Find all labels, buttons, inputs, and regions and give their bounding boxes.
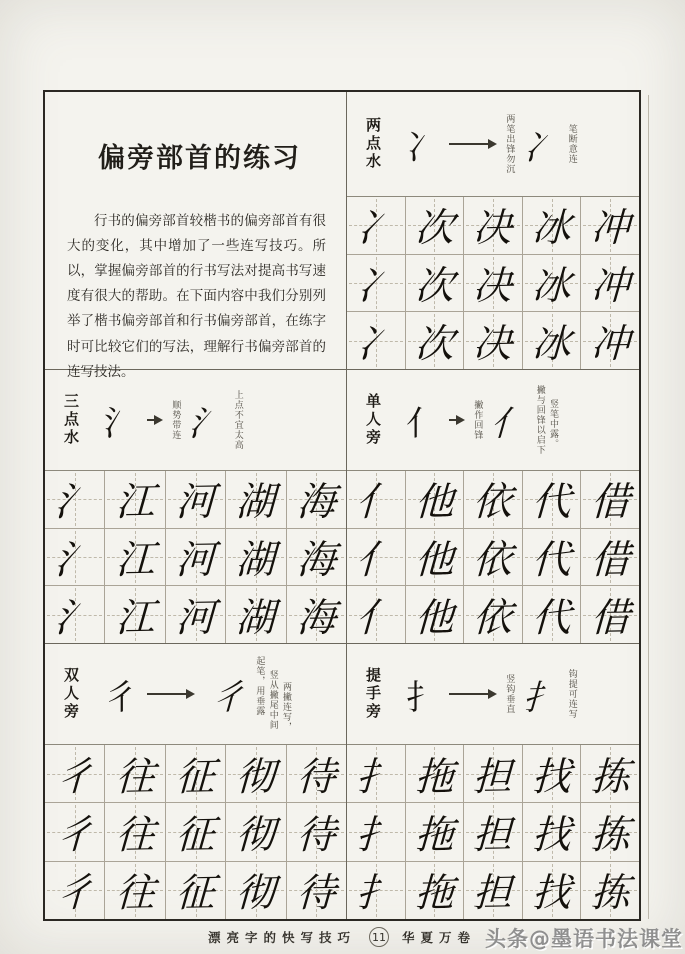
annotations-before bbox=[170, 400, 180, 440]
practice-cell bbox=[523, 312, 582, 369]
practice-row bbox=[45, 586, 346, 643]
practice-cell bbox=[464, 255, 523, 312]
practice-cell bbox=[464, 529, 523, 586]
handwritten-char: 找 bbox=[531, 870, 572, 917]
practice-row bbox=[45, 529, 346, 587]
annotations-after bbox=[566, 124, 576, 164]
model-strip bbox=[390, 114, 639, 174]
practice-cell bbox=[581, 197, 639, 254]
radical-label: 三点水 bbox=[62, 393, 80, 447]
watermark: 头条@墨语书法课堂 bbox=[485, 927, 683, 951]
handwritten-char: 代 bbox=[531, 595, 572, 642]
annotation-column: 起笔，用垂露 bbox=[254, 656, 265, 716]
practice-cell bbox=[105, 745, 165, 802]
handwritten-char: 依 bbox=[472, 537, 514, 584]
annotation-column: 撇作回锋 bbox=[472, 400, 483, 440]
practice-cell bbox=[347, 586, 406, 643]
practice-cell bbox=[406, 471, 465, 528]
practice-row bbox=[347, 529, 639, 587]
handwritten-char: 亻 bbox=[355, 537, 396, 584]
handwritten-char: 扌 bbox=[355, 812, 396, 859]
practice-cell bbox=[523, 255, 582, 312]
handwritten-char: 彳 bbox=[54, 812, 95, 859]
practice-cell bbox=[287, 803, 346, 860]
section-double-person bbox=[45, 644, 347, 919]
practice-cell bbox=[45, 529, 105, 586]
section-header bbox=[347, 92, 639, 196]
model-strip bbox=[390, 669, 639, 719]
annotation-column: 钩提可连写 bbox=[566, 669, 577, 719]
annotation-column: 上点不宜太高 bbox=[232, 390, 243, 450]
handwritten-char: 次 bbox=[413, 321, 455, 368]
handwritten-char: 冫 bbox=[355, 263, 396, 310]
handwritten-char: 河 bbox=[175, 537, 216, 584]
practice-row bbox=[347, 312, 639, 369]
radical-label: 提手旁 bbox=[364, 667, 382, 721]
handwritten-char: 次 bbox=[413, 263, 455, 310]
practice-cell bbox=[45, 471, 105, 528]
practice-grid bbox=[45, 744, 346, 919]
handwritten-char: 彻 bbox=[235, 754, 277, 800]
section-hand-radical bbox=[347, 644, 639, 919]
intro-panel bbox=[45, 92, 347, 380]
handwritten-char: 彻 bbox=[235, 812, 277, 859]
practice-row bbox=[347, 255, 639, 313]
handwritten-char: 海 bbox=[295, 595, 337, 642]
practice-cell bbox=[523, 745, 582, 802]
xingshu-sample: 亻 bbox=[490, 402, 526, 445]
practice-cell bbox=[347, 529, 406, 586]
handwritten-char: 代 bbox=[531, 479, 572, 526]
practice-cell bbox=[287, 586, 346, 643]
practice-cell bbox=[287, 529, 346, 586]
handwritten-char: 拣 bbox=[589, 754, 631, 800]
handwritten-char: 氵 bbox=[54, 479, 95, 526]
practice-cell bbox=[581, 529, 639, 586]
kaishu-sample: 氵 bbox=[104, 403, 138, 444]
handwritten-char: 依 bbox=[472, 595, 514, 642]
practice-cell bbox=[464, 197, 523, 254]
practice-cell bbox=[287, 471, 346, 528]
kaishu-sample: 亻 bbox=[406, 403, 440, 444]
handwritten-char: 待 bbox=[295, 870, 337, 917]
model-strip bbox=[88, 656, 346, 732]
practice-cell bbox=[581, 803, 639, 860]
handwritten-char: 拖 bbox=[413, 754, 455, 800]
section-header bbox=[45, 370, 346, 470]
handwritten-char: 征 bbox=[175, 812, 216, 859]
handwritten-char: 他 bbox=[413, 595, 455, 642]
practice-cell bbox=[406, 312, 465, 369]
annotation-column: 竖钩垂直 bbox=[504, 674, 515, 714]
handwritten-char: 湖 bbox=[235, 537, 277, 584]
practice-cell bbox=[226, 745, 286, 802]
practice-cell bbox=[523, 803, 582, 860]
model-strip bbox=[88, 390, 346, 450]
practice-cell bbox=[166, 471, 226, 528]
handwritten-char: 拖 bbox=[413, 870, 455, 917]
handwritten-char: 河 bbox=[175, 479, 216, 526]
practice-cell bbox=[347, 803, 406, 860]
practice-cell bbox=[105, 586, 165, 643]
handwritten-char: 冰 bbox=[531, 205, 572, 252]
practice-cell bbox=[523, 529, 582, 586]
practice-cell bbox=[581, 745, 639, 802]
practice-cell bbox=[464, 745, 523, 802]
intro-paragraph: 行书的偏旁部首较楷书的偏旁部首有很大的变化，其中增加了一些连写技巧。所以，掌握偏旁部首的行书写法对提高书写速度有很大的帮助。在下面内容中我们分别列举了楷书偏旁部首和行书偏旁部首，在练字时可比较它们的写法，理解行书偏旁部首的连写技法。 bbox=[67, 213, 326, 380]
section-header bbox=[347, 370, 639, 470]
section-single-person bbox=[347, 370, 639, 644]
handwritten-char: 往 bbox=[114, 812, 156, 859]
handwritten-char: 往 bbox=[114, 754, 156, 800]
kaishu-sample: 彳 bbox=[104, 677, 138, 718]
practice-cell bbox=[347, 312, 406, 369]
practice-cell bbox=[581, 471, 639, 528]
radical-label: 双人旁 bbox=[62, 667, 80, 721]
practice-cell bbox=[581, 862, 639, 919]
practice-cell bbox=[464, 586, 523, 643]
handwritten-char: 湖 bbox=[235, 595, 277, 642]
practice-cell bbox=[226, 471, 286, 528]
handwritten-char: 他 bbox=[413, 537, 455, 584]
practice-cell bbox=[347, 197, 406, 254]
practice-cell bbox=[45, 803, 105, 860]
annotation-column: 竖笔中露。 bbox=[548, 399, 559, 449]
practice-cell bbox=[406, 745, 465, 802]
practice-cell bbox=[347, 745, 406, 802]
handwritten-char: 彻 bbox=[235, 870, 277, 917]
radical-label: 单人旁 bbox=[364, 393, 382, 447]
handwritten-char: 冲 bbox=[589, 205, 631, 252]
radical-label: 两点水 bbox=[364, 117, 382, 171]
practice-cell bbox=[105, 803, 165, 860]
handwritten-char: 决 bbox=[472, 321, 514, 368]
handwritten-char: 江 bbox=[114, 537, 156, 584]
practice-cell bbox=[464, 862, 523, 919]
practice-cell bbox=[347, 255, 406, 312]
handwritten-char: 他 bbox=[413, 479, 455, 526]
practice-cell bbox=[581, 255, 639, 312]
arrow-icon bbox=[147, 419, 161, 421]
kaishu-sample: 冫 bbox=[406, 127, 440, 168]
practice-grid bbox=[347, 744, 639, 919]
handwritten-char: 借 bbox=[589, 537, 631, 584]
handwritten-char: 借 bbox=[589, 479, 631, 526]
practice-cell bbox=[287, 862, 346, 919]
handwritten-char: 拖 bbox=[413, 812, 455, 859]
handwritten-char: 次 bbox=[413, 205, 455, 252]
handwritten-char: 找 bbox=[531, 812, 572, 859]
practice-row bbox=[347, 197, 639, 255]
practice-cell bbox=[464, 471, 523, 528]
practice-cell bbox=[464, 803, 523, 860]
practice-row bbox=[45, 803, 346, 861]
practice-grid bbox=[347, 196, 639, 369]
practice-cell bbox=[406, 862, 465, 919]
handwritten-char: 冰 bbox=[531, 263, 572, 310]
handwritten-char: 担 bbox=[472, 754, 514, 800]
handwritten-char: 氵 bbox=[54, 537, 95, 584]
practice-cell bbox=[581, 586, 639, 643]
practice-cell bbox=[226, 862, 286, 919]
practice-cell bbox=[523, 197, 582, 254]
practice-row bbox=[45, 862, 346, 919]
handwritten-char: 河 bbox=[175, 595, 216, 642]
annotations-after bbox=[534, 385, 558, 455]
handwritten-char: 扌 bbox=[355, 754, 396, 800]
section-header bbox=[347, 644, 639, 744]
handwritten-char: 彳 bbox=[54, 754, 95, 800]
practice-cell bbox=[406, 529, 465, 586]
annotation-column: 两笔出锋勿沉 bbox=[504, 114, 515, 174]
practice-cell bbox=[45, 745, 105, 802]
handwritten-char: 冲 bbox=[589, 263, 631, 310]
annotation-column: 两撇连写， bbox=[281, 682, 292, 732]
practice-row bbox=[45, 471, 346, 529]
handwritten-char: 拣 bbox=[589, 812, 631, 859]
handwritten-char: 亻 bbox=[355, 479, 396, 526]
handwritten-char: 代 bbox=[531, 537, 572, 584]
annotations-before bbox=[504, 674, 514, 714]
section-two-dot-water bbox=[347, 92, 639, 370]
xingshu-sample: 氵 bbox=[188, 402, 224, 445]
handwritten-char: 江 bbox=[114, 595, 156, 642]
practice-row bbox=[347, 803, 639, 861]
practice-cell bbox=[45, 586, 105, 643]
practice-cell bbox=[166, 529, 226, 586]
handwritten-char: 冫 bbox=[355, 321, 396, 368]
handwritten-char: 征 bbox=[175, 754, 216, 800]
arrow-icon bbox=[449, 419, 463, 421]
practice-cell bbox=[226, 803, 286, 860]
handwritten-char: 氵 bbox=[54, 595, 95, 642]
practice-row bbox=[45, 745, 346, 803]
handwritten-char: 江 bbox=[114, 479, 156, 526]
practice-cell bbox=[166, 586, 226, 643]
handwritten-char: 往 bbox=[114, 870, 156, 917]
annotation-column: 顺势带连 bbox=[170, 400, 181, 440]
handwritten-char: 决 bbox=[472, 263, 514, 310]
handwritten-char: 担 bbox=[472, 812, 514, 859]
practice-cell bbox=[226, 586, 286, 643]
practice-row bbox=[347, 862, 639, 919]
handwritten-char: 依 bbox=[472, 479, 514, 526]
arrow-icon bbox=[449, 693, 495, 695]
practice-cell bbox=[523, 471, 582, 528]
practice-grid bbox=[347, 470, 639, 643]
publisher-name: 华夏万卷 bbox=[402, 930, 477, 945]
practice-cell bbox=[464, 312, 523, 369]
handwritten-char: 海 bbox=[295, 537, 337, 584]
handwritten-char: 担 bbox=[472, 870, 514, 917]
xingshu-sample: 扌 bbox=[522, 676, 558, 719]
handwritten-char: 海 bbox=[295, 479, 337, 526]
practice-cell bbox=[287, 745, 346, 802]
model-strip bbox=[390, 385, 639, 455]
annotations-after bbox=[254, 656, 291, 732]
practice-cell bbox=[406, 586, 465, 643]
xingshu-sample: 冫 bbox=[522, 126, 558, 169]
practice-cell bbox=[347, 862, 406, 919]
handwritten-char: 亻 bbox=[355, 595, 396, 642]
arrow-icon bbox=[449, 143, 495, 145]
practice-grid bbox=[45, 470, 346, 643]
arrow-icon bbox=[147, 693, 193, 695]
annotation-column: 撇与回锋以启下 bbox=[534, 385, 545, 455]
handwritten-char: 冰 bbox=[531, 321, 572, 368]
handwritten-char: 征 bbox=[175, 870, 216, 917]
handwritten-char: 决 bbox=[472, 205, 514, 252]
practice-row bbox=[347, 471, 639, 529]
section-three-dot-water bbox=[45, 370, 347, 644]
practice-cell bbox=[523, 586, 582, 643]
page-title: 偏旁部首的练习 bbox=[98, 143, 301, 174]
handwritten-char: 湖 bbox=[235, 479, 277, 526]
handwritten-char: 待 bbox=[295, 754, 337, 800]
practice-cell bbox=[226, 529, 286, 586]
handwritten-char: 冫 bbox=[355, 205, 396, 252]
handwritten-char: 借 bbox=[589, 595, 631, 642]
annotation-column: 竖从撇尾中间 bbox=[267, 670, 278, 730]
practice-cell bbox=[105, 529, 165, 586]
practice-row bbox=[347, 586, 639, 643]
practice-cell bbox=[105, 862, 165, 919]
annotations-after bbox=[232, 390, 242, 450]
practice-cell bbox=[523, 862, 582, 919]
handwritten-char: 待 bbox=[295, 812, 337, 859]
practice-cell bbox=[406, 803, 465, 860]
practice-row bbox=[347, 745, 639, 803]
page-number-badge: 11 bbox=[369, 927, 389, 947]
handwritten-char: 找 bbox=[531, 754, 572, 800]
annotations-after bbox=[566, 669, 576, 719]
kaishu-sample: 扌 bbox=[406, 677, 440, 718]
practice-cell bbox=[166, 803, 226, 860]
section-header bbox=[45, 644, 346, 744]
handwritten-char: 冲 bbox=[589, 321, 631, 368]
practice-cell bbox=[406, 197, 465, 254]
series-title: 漂亮字的快写技巧 bbox=[207, 930, 356, 945]
practice-cell bbox=[347, 471, 406, 528]
annotation-column: 笔断意连 bbox=[566, 124, 577, 164]
handwritten-char: 拣 bbox=[589, 870, 631, 917]
practice-cell bbox=[166, 745, 226, 802]
practice-cell bbox=[581, 312, 639, 369]
practice-cell bbox=[166, 862, 226, 919]
practice-cell bbox=[105, 471, 165, 528]
handwritten-char: 扌 bbox=[355, 870, 396, 917]
handwritten-char: 彳 bbox=[54, 870, 95, 917]
practice-cell bbox=[406, 255, 465, 312]
annotations-before bbox=[504, 114, 514, 174]
annotations-before bbox=[472, 400, 482, 440]
page-frame bbox=[43, 90, 641, 921]
page-edge-line bbox=[648, 95, 649, 919]
xingshu-sample: 彳 bbox=[210, 676, 246, 719]
practice-cell bbox=[45, 862, 105, 919]
